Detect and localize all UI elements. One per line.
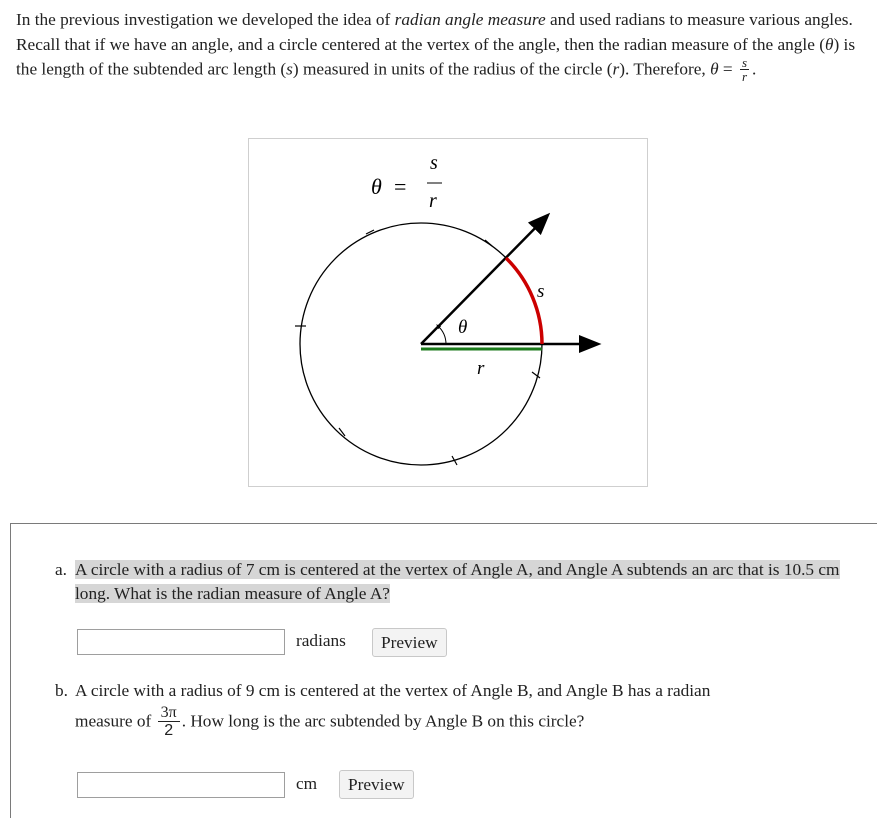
intro-theta: θ: [824, 34, 834, 54]
question-a-letter: a.: [55, 560, 67, 579]
radian-diagram: [248, 138, 648, 487]
question-b-line1: A circle with a radius of 9 cm is centered at the vertex of Angle B, and Angle B has a radian: [75, 681, 711, 700]
label-theta: θ: [458, 317, 468, 338]
label-s: s: [537, 281, 545, 302]
formula-denominator: r: [429, 190, 437, 212]
intro-fraction-num: s: [741, 55, 748, 71]
question-b-fraction: [158, 704, 180, 739]
intro-fraction: [740, 56, 749, 83]
angle-arc: [438, 326, 446, 344]
question-b-line2-post: . How long is the arc subtended by Angle B on this circle?: [181, 711, 585, 731]
question-b-fraction-num: 3π: [158, 704, 180, 722]
formula-theta: θ: [371, 174, 382, 199]
questions-panel: [10, 523, 877, 818]
intro-fraction-den: r: [741, 69, 748, 85]
intro-text-5: ). Therefore,: [619, 59, 711, 79]
question-a-text: A circle with a radius of 7 cm is centered at the vertex of Angle A, and Angle A subtends an arc that is 10.5 cm long. What is the radian measure of Angle A?: [75, 560, 840, 603]
intro-theta-2: θ: [710, 59, 719, 79]
question-a: [55, 558, 877, 605]
formula-numerator: s: [430, 152, 438, 174]
preview-b-button[interactable]: Preview: [339, 770, 414, 799]
intro-text-2: and used radians to measure various angles. Recall that if we have an angle, and a circle centered at the vertex of the angle, then the radian measure of the angle (: [16, 10, 853, 54]
intro-s: s: [286, 59, 293, 79]
question-b-letter: b.: [55, 681, 68, 700]
intro-equals: =: [718, 59, 737, 79]
answer-a-input[interactable]: [77, 629, 285, 655]
intro-period: .: [752, 59, 757, 79]
intro-text-4: ) measured in units of the radius of the circle (: [292, 59, 613, 79]
label-r: r: [477, 358, 485, 379]
question-b-fraction-den: 2: [164, 722, 174, 739]
formula-equals: =: [394, 174, 407, 199]
question-b-line2-pre: measure of: [75, 711, 156, 731]
answer-b-unit: cm: [296, 774, 318, 793]
intro-r: r: [612, 59, 620, 79]
terminal-side-arrow: [421, 216, 547, 344]
answer-a-unit: radians: [296, 631, 346, 650]
answer-b-input[interactable]: [77, 772, 285, 798]
intro-emphasis: radian angle measure: [394, 10, 546, 29]
intro-paragraph: [16, 8, 872, 84]
intro-text-1: In the previous investigation we developed the idea of: [16, 10, 395, 29]
preview-a-button[interactable]: Preview: [372, 628, 447, 657]
question-b-line2: [75, 705, 584, 740]
intro-text-3: ) is the length of the subtended arc length (: [16, 34, 856, 79]
